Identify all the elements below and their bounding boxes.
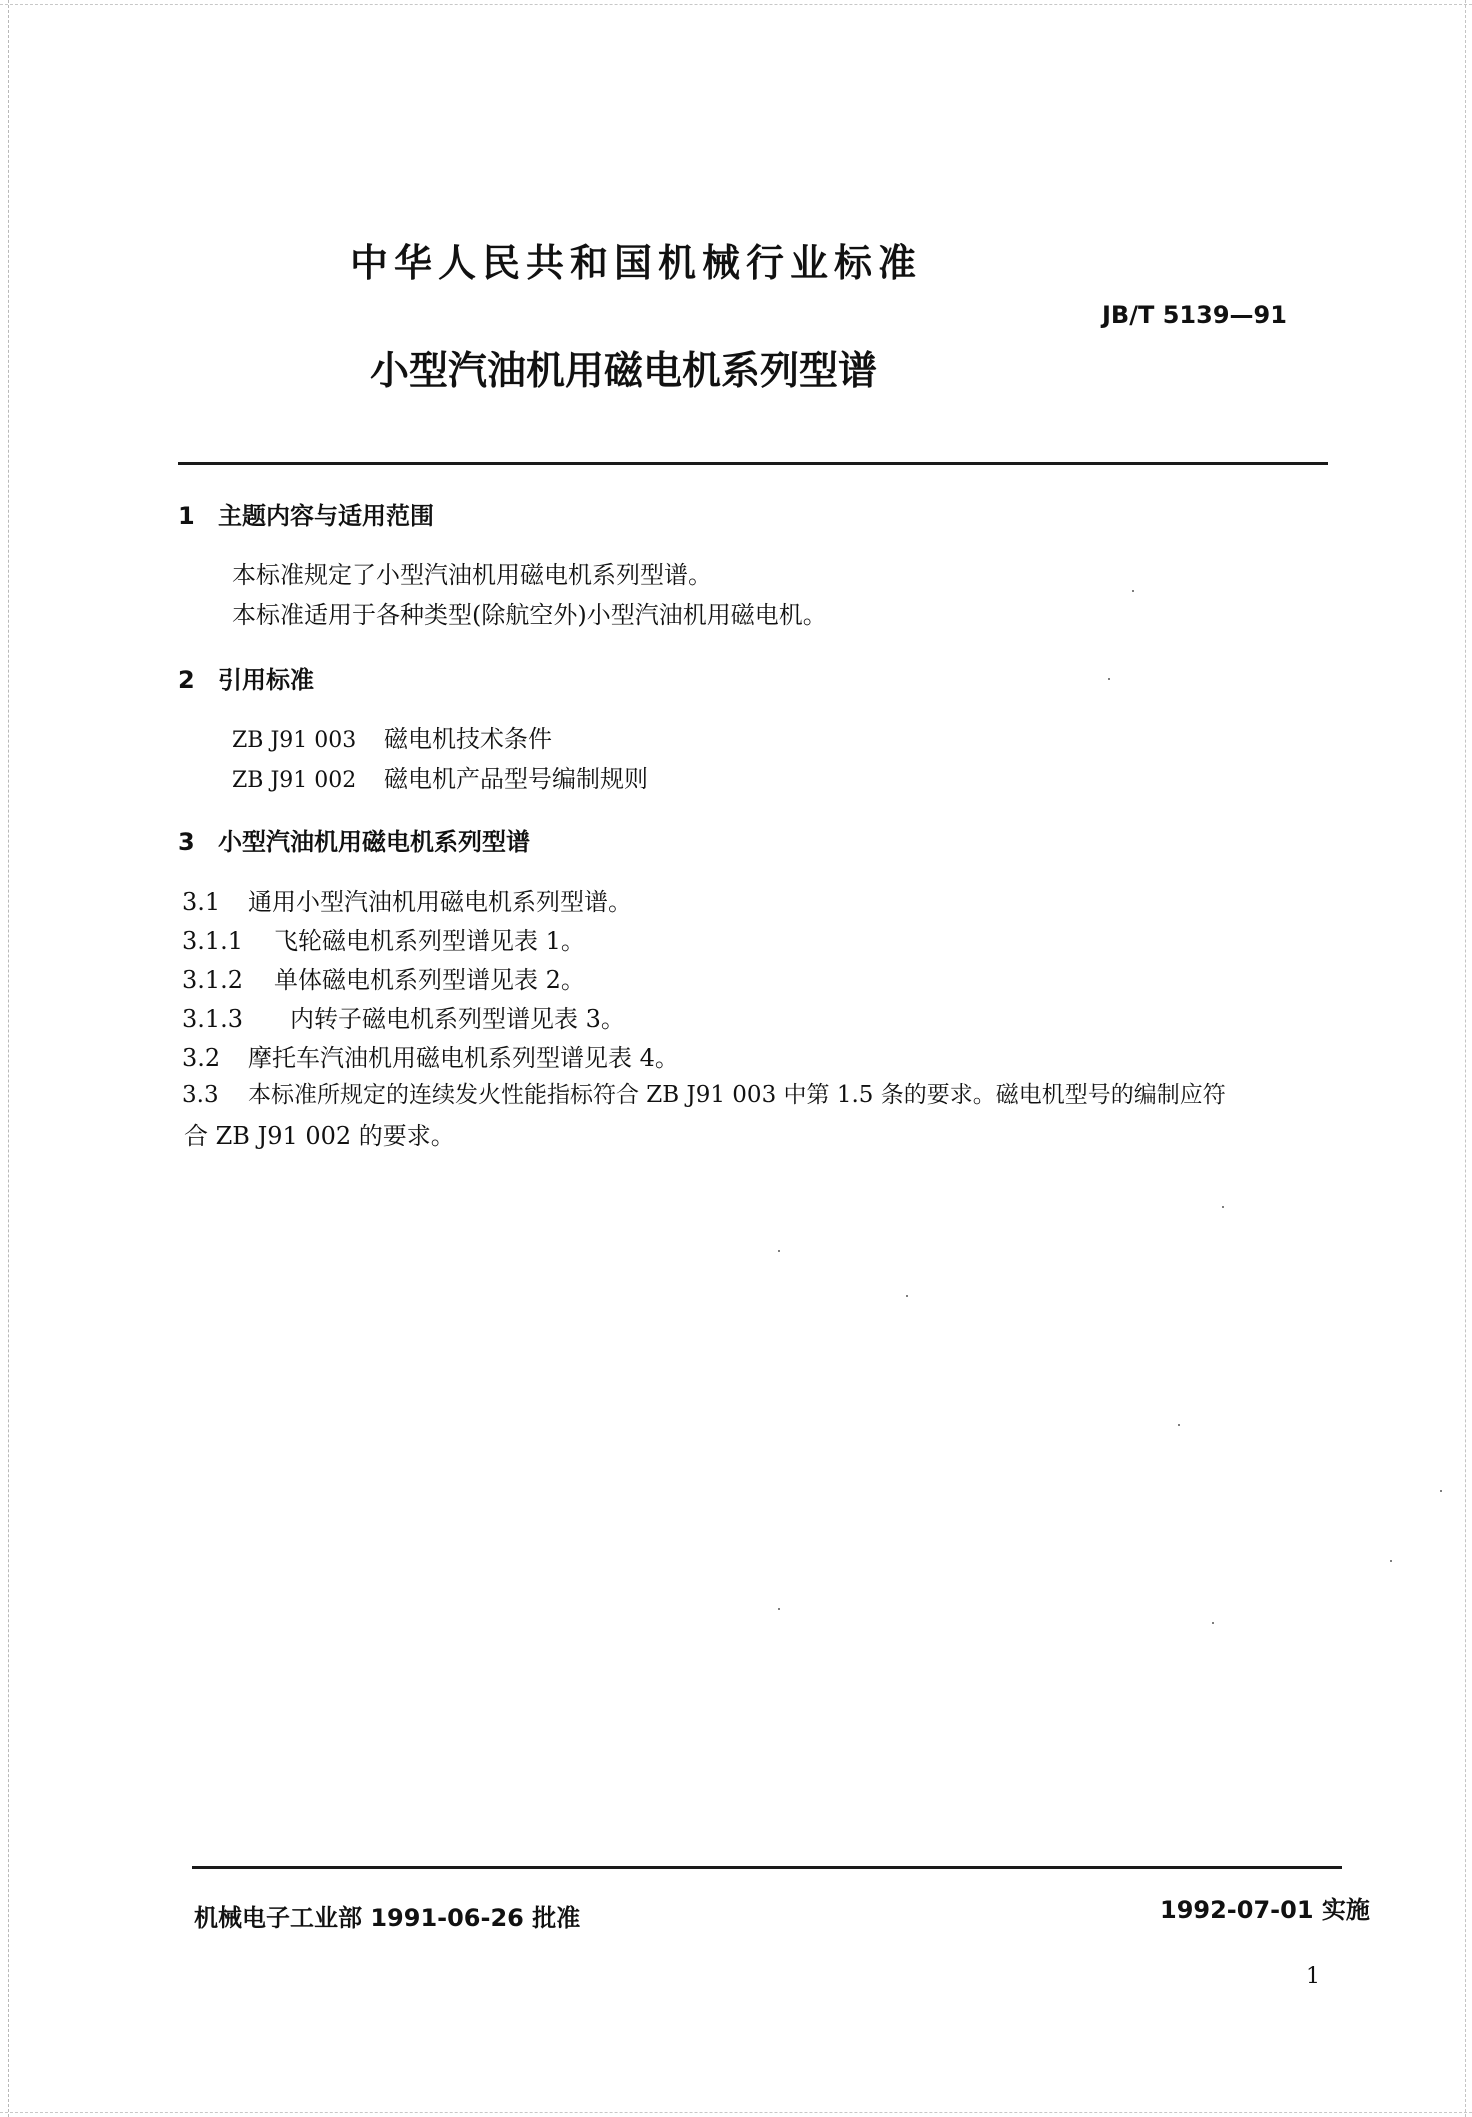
clause-text: 内转子磁电机系列型谱见表 3。 <box>290 1005 625 1033</box>
clause <box>182 1076 1226 1109</box>
page-number: 1 <box>1306 1964 1320 1989</box>
clause-number: 3.1.2 <box>182 966 244 994</box>
paragraph: 本标准适用于各种类型(除航空外)小型汽油机用磁电机。 <box>232 601 827 629</box>
clause-number: 3.1 <box>182 888 221 916</box>
clause <box>182 999 625 1034</box>
reference-title: 磁电机技术条件 <box>384 725 552 753</box>
header-divider <box>178 462 1328 465</box>
scan-speck <box>1222 1206 1224 1208</box>
clause <box>182 1038 679 1073</box>
section-number: 1 <box>178 502 195 530</box>
section-title: 引用标准 <box>218 666 314 694</box>
scan-speck <box>1108 678 1110 680</box>
scan-border-right <box>1465 0 1466 2117</box>
reference-item <box>232 719 552 754</box>
scan-speck <box>1178 1424 1180 1426</box>
section-number: 2 <box>178 666 195 694</box>
scan-speck <box>1132 590 1134 592</box>
clause-text: 摩托车汽油机用磁电机系列型谱见表 4。 <box>248 1044 679 1072</box>
section-title: 主题内容与适用范围 <box>218 502 434 530</box>
effective-date: 1992-07-01 实施 <box>1160 1896 1370 1924</box>
clause-text: 通用小型汽油机用磁电机系列型谱。 <box>248 888 632 916</box>
clause-number: 3.3 <box>182 1082 219 1108</box>
clause-continuation: 合 ZB J91 002 的要求。 <box>184 1122 455 1150</box>
scan-border-top <box>0 4 1472 5</box>
section-2-heading <box>178 660 314 695</box>
section-title: 小型汽油机用磁电机系列型谱 <box>218 828 530 856</box>
reference-code: ZB J91 003 <box>232 728 357 753</box>
reference-code: ZB J91 002 <box>232 768 357 793</box>
scan-speck <box>1390 1560 1392 1562</box>
section-1-heading <box>178 496 434 531</box>
clause-text: 单体磁电机系列型谱见表 2。 <box>274 966 585 994</box>
clause-text: 本标准所规定的连续发火性能指标符合 ZB J91 003 中第 1.5 条的要求。磁电机型号的编制应符 <box>248 1082 1226 1108</box>
standard-number: JB/T 5139—91 <box>1102 301 1287 329</box>
scan-border-left <box>8 0 9 2117</box>
scan-speck <box>1440 1490 1442 1492</box>
clause-number: 3.1.3 <box>182 1005 244 1033</box>
clause-text: 飞轮磁电机系列型谱见表 1。 <box>274 927 585 955</box>
section-3-heading <box>178 822 530 857</box>
scan-speck <box>906 1295 908 1297</box>
document-title: 小型汽油机用磁电机系列型谱 <box>370 349 878 394</box>
clause <box>182 882 632 917</box>
reference-title: 磁电机产品型号编制规则 <box>384 765 648 793</box>
clause <box>182 921 585 956</box>
section-number: 3 <box>178 828 195 856</box>
scan-border-bottom <box>0 2112 1472 2113</box>
clause-number: 3.2 <box>182 1044 221 1072</box>
scan-speck <box>778 1250 780 1252</box>
clause <box>182 960 585 995</box>
reference-item <box>232 759 648 794</box>
paragraph: 本标准规定了小型汽油机用磁电机系列型谱。 <box>232 561 712 589</box>
approval-statement: 机械电子工业部 1991-06-26 批准 <box>194 1904 581 1932</box>
scan-speck <box>778 1608 780 1610</box>
clause-number: 3.1.1 <box>182 927 244 955</box>
footer-divider <box>192 1866 1342 1869</box>
organization-title: 中华人民共和国机械行业标准 <box>350 241 923 285</box>
scan-speck <box>1212 1622 1214 1624</box>
